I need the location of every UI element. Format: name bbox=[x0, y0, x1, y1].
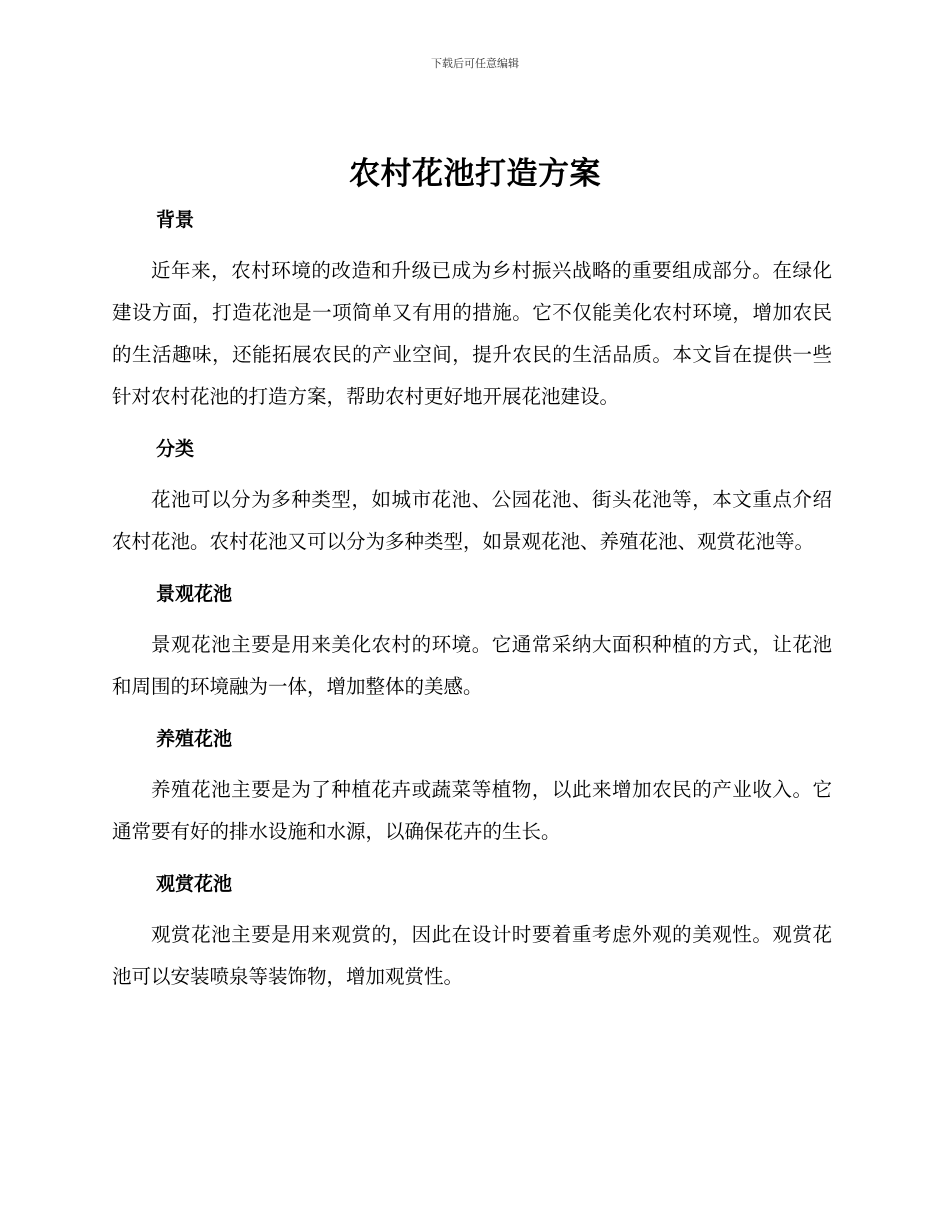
section-heading-classification: 分类 bbox=[156, 438, 195, 460]
section-paragraph-classification: 花池可以分为多种类型，如城市花池、公园花池、街头花池等，本文重点介绍农村花池。农村花池又可以分为多种类型，如景观花池、养殖花池、观赏花池等。 bbox=[112, 488, 832, 553]
header-note: 下载后可任意编辑 bbox=[431, 57, 519, 70]
section-paragraph-ornamental-pool: 观赏花池主要是用来观赏的，因此在设计时要着重考虑外观的美观性。观赏花池可以安装喷泉等装饰物，增加观赏性。 bbox=[112, 923, 832, 988]
section-heading-ornamental-pool: 观赏花池 bbox=[156, 873, 233, 895]
section-heading-cultivation-pool: 养殖花池 bbox=[156, 728, 233, 750]
section-heading-background: 背景 bbox=[156, 209, 195, 231]
section-paragraph-landscape-pool: 景观花池主要是用来美化农村的环境。它通常采纳大面积种植的方式，让花池和周围的环境融为一体，增加整体的美感。 bbox=[112, 633, 832, 698]
section-paragraph-cultivation-pool: 养殖花池主要是为了种植花卉或蔬菜等植物，以此来增加农民的产业收入。它通常要有好的排水设施和水源，以确保花卉的生长。 bbox=[112, 778, 832, 843]
document-title: 农村花池打造方案 bbox=[349, 156, 601, 192]
section-paragraph-background: 近年来，农村环境的改造和升级已成为乡村振兴战略的重要组成部分。在绿化建设方面，打造花池是一项简单又有用的措施。它不仅能美化农村环境，增加农民的生活趣味，还能拓展农民的产业空间，提升农民的生活品质。本文旨在提供一些针对农村花池的打造方案，帮助农村更好地开展花池建设。 bbox=[112, 259, 832, 408]
section-heading-landscape-pool: 景观花池 bbox=[156, 583, 233, 605]
document-body bbox=[112, 200, 832, 1009]
